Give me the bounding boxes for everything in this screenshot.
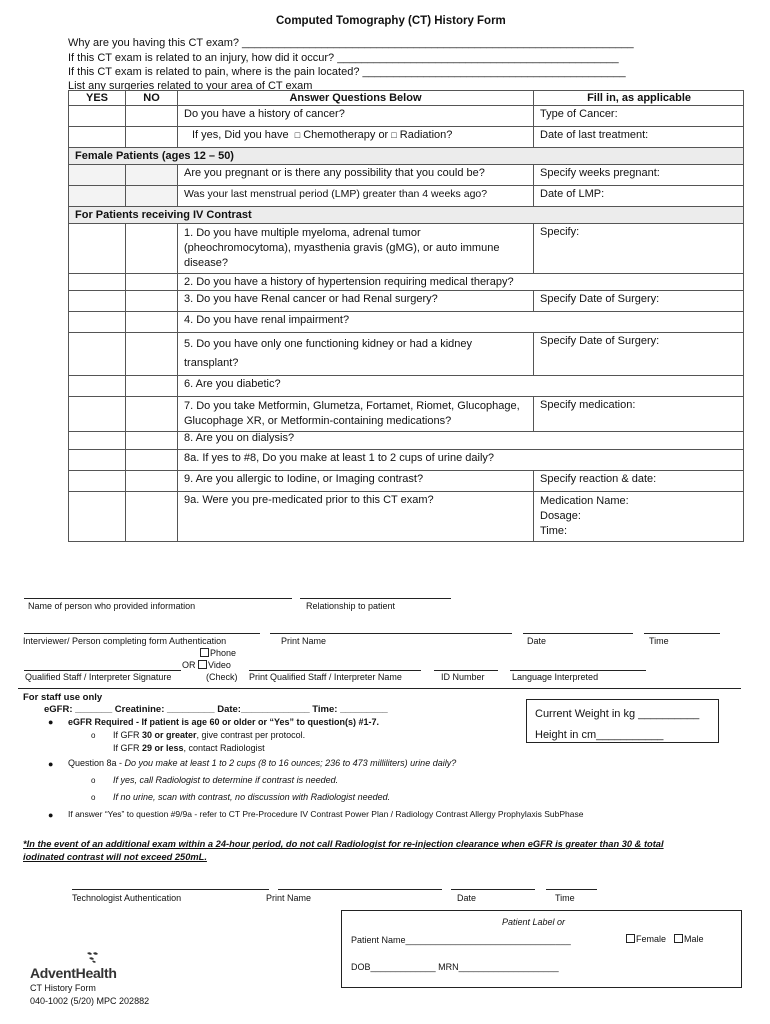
language-line[interactable] (510, 670, 646, 671)
technologist-date-label: Date (457, 893, 477, 903)
check-label: (Check) (206, 672, 238, 682)
interviewer-date-line[interactable] (523, 633, 633, 634)
female-option[interactable] (626, 934, 666, 944)
form-name: CT History Form (30, 983, 96, 993)
chemotherapy-checkbox[interactable]: □ (294, 130, 301, 140)
no-cell[interactable] (126, 312, 178, 333)
yes-cell[interactable] (69, 312, 126, 333)
egfr-required-note: eGFR Required - If patient is age 60 or older or “Yes” to question(s) #1-7. (68, 717, 380, 727)
reinjection-notice-line1: *In the event of an additional exam within a 24-hour period, do not call Radiologist for re-injection clearance when eGFR is greater than 30 & total (23, 839, 664, 849)
no-cell[interactable] (126, 291, 178, 312)
urine-yes-note: If yes, call Radiologist to determine if contrast is needed. (113, 775, 339, 785)
medication-field[interactable]: Specify medication: (534, 397, 744, 432)
technologist-time-label: Time (555, 893, 575, 903)
height-field[interactable]: Height in cm___________ (535, 729, 664, 741)
no-cell[interactable] (126, 224, 178, 274)
male-label: Male (684, 934, 704, 944)
technologist-signature-line[interactable] (72, 889, 269, 890)
medication-name-label: Medication Name: (540, 495, 629, 507)
technologist-auth-label: Technologist Authentication (72, 893, 182, 903)
form-code: 040-1002 (5/20) MPC 202882 (30, 996, 150, 1006)
interviewer-time-line[interactable] (644, 633, 720, 634)
yes-cell[interactable] (69, 274, 126, 291)
relationship-label: Relationship to patient (306, 601, 396, 611)
bullet: ● (48, 810, 54, 820)
technologist-time-line[interactable] (546, 889, 597, 890)
allergy-note: If answer “Yes” to question #9/9a - refer to CT Pre-Procedure IV Contrast Power Plan / Radiology Contrast Allergy Prophylaxis SubPhase (68, 809, 584, 819)
print-qualified-label: Print Qualified Staff / Interpreter Name (249, 672, 402, 682)
date-label: Date (527, 636, 547, 646)
no-cell[interactable] (126, 186, 178, 207)
time-label: Time (649, 636, 669, 646)
yes-cell[interactable] (69, 333, 126, 376)
question-6: 6. Are you diabetic? (178, 376, 744, 397)
no-cell[interactable] (126, 106, 178, 127)
no-cell[interactable] (126, 432, 178, 450)
question-5: 5. Do you have only one functioning kidney or had a kidney transplant? (178, 333, 534, 376)
question-8a: 8a. If yes to #8, Do you make at least 1 to 2 cups of urine daily? (178, 450, 744, 471)
patient-label-title: Patient Label or (502, 917, 566, 927)
no-cell[interactable] (126, 471, 178, 492)
dosage-label: Dosage: (540, 510, 581, 522)
language-label: Language Interpreted (512, 672, 599, 682)
premedication-fields[interactable] (534, 492, 744, 542)
technologist-date-line[interactable] (451, 889, 535, 890)
chemotherapy-label: Chemotherapy or (303, 129, 389, 141)
gfr-29-note (113, 743, 265, 753)
bullet: o (91, 731, 96, 740)
video-option[interactable] (182, 660, 231, 670)
yes-cell[interactable] (69, 376, 126, 397)
history-table (68, 90, 744, 542)
page-title: Computed Tomography (CT) History Form (276, 15, 506, 27)
phone-option[interactable] (200, 648, 236, 658)
treatment-question-text: If yes, Did you have (192, 129, 289, 141)
yes-cell[interactable] (69, 450, 126, 471)
bullet: o (91, 776, 96, 785)
lab-values-fields[interactable]: eGFR: _______ Creatinine: _________ Date:_____________ Time: _________ (44, 704, 388, 715)
interviewer-signature-line[interactable] (24, 633, 260, 634)
question-9a: 9a. Were you pre-medicated prior to this CT exam? (178, 492, 534, 542)
yes-cell[interactable] (69, 106, 126, 127)
question-7: 7. Do you take Metformin, Glumetza, Fortamet, Riomet, Glucophage, Glucophage XR, or Metformin-containing medications? (178, 397, 534, 432)
lmp-question: Was your last menstrual period (LMP) greater than 4 weeks ago? (178, 186, 534, 207)
last-treatment-date-field[interactable]: Date of last treatment: (534, 127, 744, 148)
video-checkbox[interactable] (198, 660, 207, 669)
no-column-header: NO (126, 91, 178, 106)
gfr-30-note (113, 730, 305, 740)
interviewer-label: Interviewer/ Person completing form Authentication (23, 636, 227, 646)
no-cell[interactable] (126, 127, 178, 148)
gfr-30-post: , give contrast per protocol. (196, 730, 306, 740)
urine-no-note: If no urine, scan with contrast, no discussion with Radiologist needed. (113, 792, 391, 802)
pregnancy-question: Are you pregnant or is there any possibility that you could be? (178, 165, 534, 186)
provider-name-label: Name of person who provided information (28, 601, 196, 611)
advent-health-logo-icon (84, 951, 100, 965)
bullet: o (91, 793, 96, 802)
surgeries-question[interactable]: List any surgeries related to your area of CT exam___________________________________________________ (68, 80, 625, 91)
no-cell[interactable] (126, 376, 178, 397)
iv-contrast-section: For Patients receiving IV Contrast (69, 207, 744, 224)
video-label: Video (208, 660, 231, 670)
technologist-print-name-label: Print Name (266, 893, 312, 903)
or-label: OR (182, 660, 196, 670)
no-cell[interactable] (126, 492, 178, 542)
type-of-cancer-field[interactable]: Type of Cancer: (534, 106, 744, 127)
gfr-29-post: , contact Radiologist (183, 743, 265, 753)
yes-cell[interactable] (69, 165, 126, 186)
male-checkbox[interactable] (674, 934, 683, 943)
weight-height-box[interactable] (526, 699, 719, 743)
weeks-pregnant-field[interactable]: Specify weeks pregnant: (534, 165, 744, 186)
qualified-signature-label: Qualified Staff / Interpreter Signature (25, 672, 172, 682)
qualified-print-name-line[interactable] (249, 670, 421, 671)
question-8: 8. Are you on dialysis? (178, 432, 744, 450)
radiation-checkbox[interactable]: □ (391, 130, 397, 140)
gfr-30-pre: If GFR (113, 730, 142, 740)
question-9: 9. Are you allergic to Iodine, or Imaging contrast? (178, 471, 534, 492)
no-cell[interactable] (126, 450, 178, 471)
yes-cell[interactable] (69, 127, 126, 148)
yes-column-header: YES (69, 91, 126, 106)
id-number-label: ID Number (441, 672, 485, 682)
qualified-signature-line[interactable] (24, 670, 181, 671)
time-label: Time: (540, 525, 568, 537)
answer-column-header: Answer Questions Below (178, 91, 534, 106)
no-cell[interactable] (126, 333, 178, 376)
bullet: ● (48, 717, 54, 727)
radiation-label: Radiation? (399, 129, 453, 141)
patient-label-box[interactable] (341, 910, 742, 988)
yes-cell[interactable] (69, 224, 126, 274)
advent-health-logo-text: AdventHealth (30, 965, 117, 981)
cancer-history-question: Do you have a history of cancer? (178, 106, 534, 127)
question-8a-note (68, 758, 456, 768)
kidney-surgery-date-field[interactable]: Specify Date of Surgery: (534, 333, 744, 376)
lmp-date-field[interactable]: Date of LMP: (534, 186, 744, 207)
relationship-line[interactable] (300, 598, 451, 599)
phone-checkbox[interactable] (200, 648, 209, 657)
yes-cell[interactable] (69, 291, 126, 312)
no-cell[interactable] (126, 165, 178, 186)
no-cell[interactable] (126, 274, 178, 291)
reaction-date-field[interactable]: Specify reaction & date: (534, 471, 744, 492)
male-option[interactable] (674, 934, 704, 944)
question-8a-note-pre: Question 8a - (68, 758, 125, 768)
injury-question[interactable]: If this CT exam is related to an injury, how did it occur? ______________________________________________ (68, 52, 619, 64)
staff-divider (18, 688, 741, 689)
gfr-29-pre: If GFR (113, 743, 142, 753)
bullet: ● (48, 759, 54, 769)
reinjection-notice-line2: iodinated contrast will not exceed 250mL. (23, 852, 207, 862)
technologist-print-name-line[interactable] (278, 889, 442, 890)
question-8a-note-italic: Do you make at least 1 to 2 cups (8 to 16 ounces; 236 to 473 milliliters) urine daily? (124, 758, 457, 768)
id-number-line[interactable] (434, 670, 498, 671)
question-3: 3. Do you have Renal cancer or had Renal surgery? (178, 291, 534, 312)
question-4: 4. Do you have renal impairment? (178, 312, 744, 333)
dob-mrn-field[interactable]: DOB_____________ MRN____________________ (351, 962, 559, 972)
no-cell[interactable] (126, 397, 178, 432)
female-patients-section: Female Patients (ages 12 – 50) (69, 148, 744, 165)
yes-cell[interactable] (69, 397, 126, 432)
phone-label: Phone (210, 648, 237, 658)
print-name-label: Print Name (281, 636, 327, 646)
female-checkbox[interactable] (626, 934, 635, 943)
gfr-30-bold: 30 or greater (142, 730, 197, 740)
pain-location-question[interactable]: If this CT exam is related to pain, where is the pain located? ___________________________________________ (68, 66, 626, 78)
treatment-question (178, 127, 534, 148)
yes-cell[interactable] (69, 432, 126, 450)
interviewer-print-name-line[interactable] (270, 633, 512, 634)
yes-cell[interactable] (69, 471, 126, 492)
yes-cell[interactable] (69, 186, 126, 207)
current-weight-field[interactable]: Current Weight in kg __________ (535, 708, 700, 720)
specify-field[interactable]: Specify: (534, 224, 744, 274)
yes-cell[interactable] (69, 492, 126, 542)
question-2: 2. Do you have a history of hypertension requiring medical therapy? (178, 274, 744, 291)
female-label: Female (636, 934, 667, 944)
gfr-29-bold: 29 or less (142, 743, 184, 753)
patient-name-field[interactable]: Patient Name_________________________________ (351, 935, 571, 945)
reason-for-exam-question[interactable]: Why are you having this CT exam? ________________________________________________________________ (68, 37, 634, 49)
provider-name-line[interactable] (24, 598, 292, 599)
fill-column-header: Fill in, as applicable (534, 91, 744, 106)
renal-surgery-date-field[interactable]: Specify Date of Surgery: (534, 291, 744, 312)
staff-heading: For staff use only (23, 692, 103, 703)
question-1: 1. Do you have multiple myeloma, adrenal tumor (pheochromocytoma), myasthenia gravis (gMG), or auto immune disease? (178, 224, 534, 274)
